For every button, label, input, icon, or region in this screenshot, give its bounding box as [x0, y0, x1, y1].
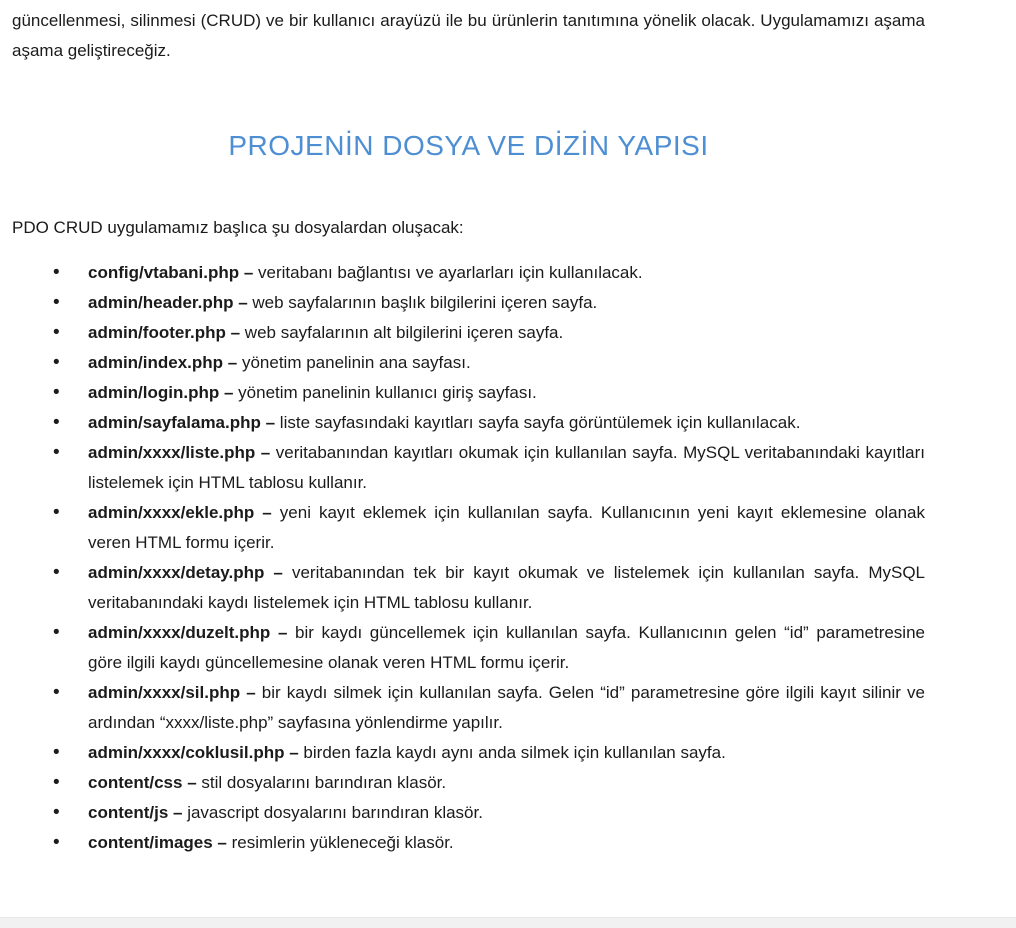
file-description: veritabanından kayıtları okumak için kullanılan sayfa. MySQL veritabanındaki kayıtları listelemek için HTML tablosu kullanır. — [88, 443, 926, 492]
file-name: admin/xxxx/ekle.php — [88, 503, 255, 522]
section-heading: PROJENİN DOSYA VE DİZİN YAPISI — [228, 130, 709, 161]
separator-dash: – — [182, 773, 202, 792]
file-description: bir kaydı güncellemek için kullanılan sayfa. Kullanıcının gelen “id” parametresine göre ilgili kaydı güncellemesine olanak veren HTML formu içerir. — [88, 623, 925, 672]
separator-dash: – — [168, 803, 188, 822]
file-description: liste sayfasındaki kayıtları sayfa sayfa görüntülemek için kullanılacak. — [279, 413, 801, 432]
page-bottom-edge — [0, 917, 1016, 928]
separator-dash: – — [219, 383, 239, 402]
file-description: javascript dosyalarını barındıran klasör. — [187, 803, 483, 822]
file-name: admin/xxxx/sil.php — [88, 683, 241, 702]
file-name: content/css — [88, 773, 183, 792]
file-list-item — [12, 828, 925, 858]
separator-dash: – — [255, 443, 276, 462]
file-list-item — [12, 408, 925, 438]
file-name: admin/login.php — [88, 383, 220, 402]
file-description: yeni kayıt eklemek için kullanılan sayfa. Kullanıcının yeni kayıt eklemesine olanak veren HTML formu içerir. — [88, 503, 925, 552]
file-name: admin/xxxx/coklusil.php — [88, 743, 285, 762]
file-name: admin/index.php — [88, 353, 224, 372]
file-description: veritabanı bağlantısı ve ayarlarları için kullanılacak. — [258, 263, 643, 282]
file-list-item — [12, 288, 925, 318]
file-description: bir kaydı silmek için kullanılan sayfa. Gelen “id” parametresine göre ilgili kayıt silinir ve ardından “xxxx/liste.php” sayfasına yönlendirme yapılır. — [88, 683, 926, 732]
file-name: admin/xxxx/detay.php — [88, 563, 265, 582]
file-list-item — [12, 618, 925, 678]
file-list-item — [12, 438, 925, 498]
file-name: content/images — [88, 833, 213, 852]
file-name: admin/header.php — [88, 293, 234, 312]
file-list-item — [12, 378, 925, 408]
separator-dash: – — [240, 683, 262, 702]
separator-dash: – — [212, 833, 232, 852]
file-list — [12, 258, 925, 858]
separator-dash: – — [225, 323, 245, 342]
file-list-item — [12, 498, 925, 558]
file-description: yönetim panelinin ana sayfası. — [241, 353, 471, 372]
file-list-item — [12, 558, 925, 618]
file-description: veritabanından tek bir kayıt okumak ve listelemek için kullanılan sayfa. MySQL veritabanındaki kaydı listelemek için HTML tablosu kullanır. — [88, 563, 925, 612]
file-list-item — [12, 738, 925, 768]
separator-dash: – — [239, 263, 259, 282]
file-list-item — [12, 318, 925, 348]
file-name: config/vtabani.php — [88, 263, 240, 282]
list-intro: PDO CRUD uygulamamız başlıca şu dosyalardan oluşacak: — [12, 218, 464, 237]
file-name: admin/xxxx/duzelt.php — [88, 623, 271, 642]
intro-paragraph: güncellenmesi, silinmesi (CRUD) ve bir kullanıcı arayüzü ile bu ürünlerin tanıtımına yönelik olacak. Uygulamamızı aşama aşama geliştireceğiz. — [12, 11, 925, 60]
separator-dash: – — [233, 293, 253, 312]
file-list-item — [12, 258, 925, 288]
file-description: resimlerin yükleneceği klasör. — [231, 833, 454, 852]
separator-dash: – — [254, 503, 280, 522]
file-name: content/js — [88, 803, 169, 822]
separator-dash: – — [260, 413, 280, 432]
separator-dash: – — [223, 353, 242, 372]
file-description: yönetim panelinin kullanıcı giriş sayfası. — [238, 383, 537, 402]
file-list-item — [12, 768, 925, 798]
file-description: web sayfalarının alt bilgilerini içeren sayfa. — [244, 323, 564, 342]
file-name: admin/xxxx/liste.php — [88, 443, 256, 462]
separator-dash: – — [264, 563, 292, 582]
file-list-item — [12, 678, 925, 738]
separator-dash: – — [270, 623, 296, 642]
file-list-item — [12, 798, 925, 828]
file-name: admin/sayfalama.php — [88, 413, 261, 432]
separator-dash: – — [284, 743, 304, 762]
file-description: stil dosyalarını barındıran klasör. — [201, 773, 447, 792]
file-name: admin/footer.php — [88, 323, 226, 342]
file-list-item — [12, 348, 925, 378]
file-description: birden fazla kaydı aynı anda silmek için kullanılan sayfa. — [303, 743, 726, 762]
file-description: web sayfalarının başlık bilgilerini içeren sayfa. — [252, 293, 598, 312]
